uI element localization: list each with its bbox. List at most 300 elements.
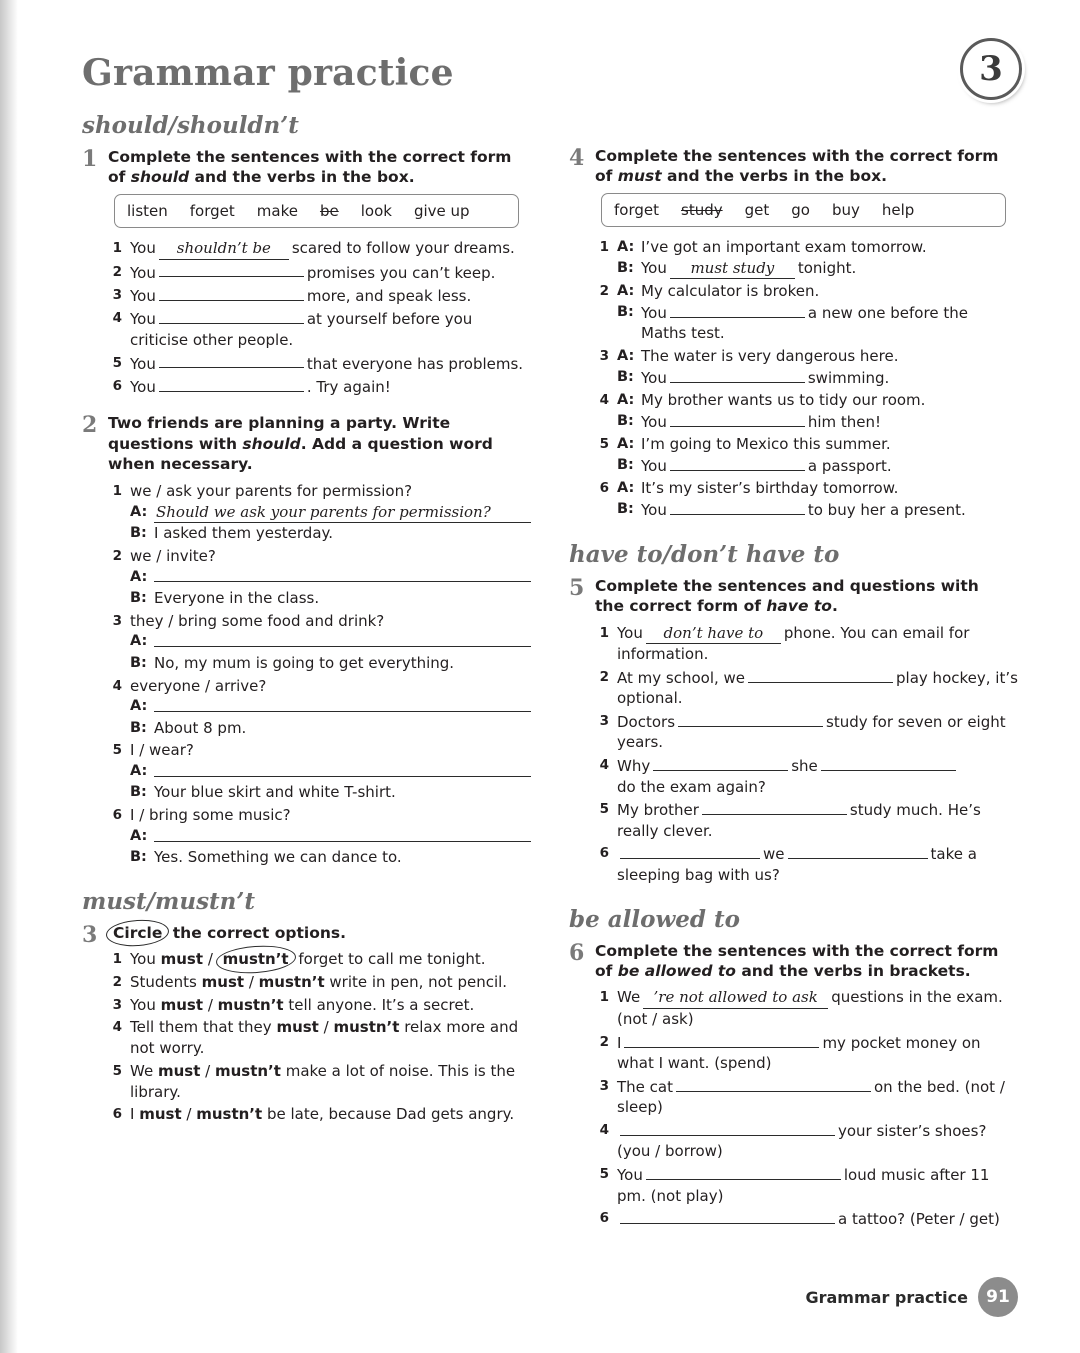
item-pre: Why <box>617 756 651 775</box>
item-number: 4 <box>112 677 122 694</box>
item-pre: You <box>130 995 161 1014</box>
speaker-label-a: A: <box>617 238 635 255</box>
item-pre: Doctors <box>617 712 676 731</box>
answer-line-b <box>130 847 531 868</box>
item-post: loud music after 11 pm. (not play) <box>617 1165 990 1205</box>
line-a <box>617 390 1018 411</box>
speaker-label-b: B: <box>130 784 147 801</box>
item-number: 4 <box>112 1019 122 1036</box>
word-box-item: make <box>256 201 298 220</box>
item-pre: You <box>130 377 156 396</box>
answer-pre: You <box>641 412 667 431</box>
line-a <box>617 237 1018 258</box>
speaker-text-a: It’s my sister’s birthday tomorrow. <box>641 479 899 498</box>
item-number: 3 <box>112 996 122 1013</box>
item-text <box>130 285 531 306</box>
item-pre: My brother <box>617 801 699 819</box>
word-box-item: buy <box>831 200 860 219</box>
answer-blank[interactable] <box>670 302 805 318</box>
item-text <box>130 995 531 1016</box>
word-box-item: give up <box>413 201 470 220</box>
option-2-selected[interactable]: mustn’t <box>218 949 294 970</box>
item-text <box>130 353 531 374</box>
answer-blank[interactable] <box>154 631 531 647</box>
option-separator: / <box>244 973 259 992</box>
item-text <box>617 434 1018 476</box>
item-text <box>617 346 1018 388</box>
item-text <box>617 987 1018 1029</box>
speaker-text-b: About 8 pm. <box>154 718 247 737</box>
list-item <box>108 481 531 544</box>
item-number: 1 <box>112 482 122 499</box>
item-post: take a sleeping bag with us? <box>617 845 977 884</box>
answer-post: swimming. <box>807 368 890 387</box>
speaker-label-a: A: <box>130 633 148 650</box>
item-number: 5 <box>599 1166 609 1183</box>
rubric-line-1: Complete the sentences and questions with <box>595 576 979 595</box>
list-item <box>595 799 1018 841</box>
item-prompt: they / bring some food and drink? <box>130 611 385 630</box>
exercise-rubric <box>108 923 531 943</box>
answer-blank[interactable] <box>670 499 805 515</box>
rubric-keyword: should <box>130 168 190 187</box>
line-b <box>617 499 1018 520</box>
item-number: 3 <box>599 1077 609 1094</box>
item-number: 6 <box>112 1106 122 1123</box>
speaker-text-b: Yes. Something we can dance to. <box>154 848 402 867</box>
item-text <box>617 237 1018 279</box>
answer-blank[interactable] <box>624 1032 819 1048</box>
speaker-label-a: A: <box>130 827 148 844</box>
word-box-item: get <box>744 200 770 219</box>
list-item <box>595 1120 1018 1162</box>
line-b <box>617 367 1018 388</box>
option-separator: / <box>203 995 218 1014</box>
item-number: 2 <box>112 974 122 991</box>
item-number: 4 <box>599 392 609 409</box>
list-item <box>108 376 531 397</box>
exercise-number: 1 <box>82 146 98 172</box>
answer-blank[interactable] <box>159 262 304 278</box>
item-post: that everyone has problems. <box>306 354 524 373</box>
unit-badge: 3 <box>960 38 1022 100</box>
section-heading-have-to: have to/don’t have to <box>569 540 840 568</box>
option-1[interactable]: must <box>139 1105 182 1124</box>
rubric-line-1: Two friends are planning a party. Write <box>108 414 451 433</box>
item-number: 5 <box>599 436 609 453</box>
exercise-4-items <box>595 237 1018 521</box>
speaker-label-b: B: <box>617 259 634 276</box>
rubric-line-2b: . Add a question word <box>300 434 493 453</box>
item-number: 6 <box>599 845 609 862</box>
item-text <box>617 1208 1018 1229</box>
exercise-6-items <box>595 987 1018 1229</box>
exercise-number: 4 <box>569 145 585 171</box>
list-item <box>108 740 531 803</box>
item-number: 1 <box>112 951 122 968</box>
item-number: 3 <box>599 348 609 365</box>
answer-blank[interactable] <box>646 1164 841 1180</box>
line-b <box>617 411 1018 432</box>
item-number: 6 <box>599 480 609 497</box>
speaker-text-a: I’m going to Mexico this summer. <box>641 435 891 454</box>
item-pre: I <box>617 1033 622 1052</box>
speaker-text-a: I’ve got an important exam tomorrow. <box>641 237 927 256</box>
item-mid: she <box>791 756 818 775</box>
item-text <box>130 972 531 993</box>
option-1[interactable]: must <box>160 995 204 1014</box>
option-2[interactable]: mustn’t <box>258 973 325 992</box>
line-a <box>617 478 1018 499</box>
option-2[interactable]: mustn’t <box>196 1105 263 1124</box>
answer-blank[interactable] <box>159 308 304 324</box>
speaker-text-b: No, my mum is going to get everything. <box>154 653 455 672</box>
option-1[interactable]: must <box>276 1018 319 1037</box>
exercise-6 <box>569 941 1018 1232</box>
answer-blank[interactable] <box>620 843 760 859</box>
item-text <box>130 949 531 970</box>
answer-post: a new one before the Maths test. <box>641 303 968 343</box>
right-column <box>569 110 1018 1246</box>
rubric-line-2b: and the verbs in the box. <box>189 168 415 187</box>
item-text <box>617 799 1018 841</box>
option-separator: / <box>318 1018 334 1037</box>
item-post: more, and speak less. <box>306 286 472 305</box>
answer-blank[interactable] <box>159 285 304 301</box>
list-item <box>595 667 1018 709</box>
option-separator: / <box>203 950 218 969</box>
page-number-badge: 91 <box>978 1277 1018 1317</box>
answer-blank[interactable] <box>653 755 788 771</box>
item-prompt: I / bring some music? <box>130 806 291 825</box>
item-prompt: I / wear? <box>130 741 194 760</box>
section-heading-should: should/shouldn’t <box>82 112 299 139</box>
answer-line-b <box>130 653 531 674</box>
speaker-label-b: B: <box>130 719 147 736</box>
two-column-layout <box>82 110 1018 1246</box>
option-2[interactable]: mustn’t <box>214 1061 281 1080</box>
answer-blank-2[interactable] <box>788 843 928 859</box>
page-footer <box>805 1277 1018 1317</box>
item-post: at yourself before you criticise other people. <box>130 310 473 349</box>
answer-line-b <box>130 782 531 803</box>
circle-instruction-word: Circle <box>108 923 167 943</box>
item-post: tell anyone. It’s a secret. <box>283 995 475 1014</box>
speaker-label-b: B: <box>617 303 634 320</box>
item-number: 5 <box>599 801 609 818</box>
answer-blank[interactable] <box>702 799 847 815</box>
answer-post: him then! <box>807 412 882 431</box>
option-separator: / <box>181 1105 197 1124</box>
option-1[interactable]: must <box>201 973 245 992</box>
item-text <box>617 1032 1018 1074</box>
page-gutter-shadow <box>0 0 18 1353</box>
item-pre: You <box>130 286 156 305</box>
exercise-2 <box>82 413 531 869</box>
answer-line-a <box>130 826 531 847</box>
item-pre: I <box>130 1105 140 1124</box>
answer-blank[interactable] <box>154 826 531 842</box>
answer-blank[interactable] <box>620 1208 835 1224</box>
speaker-text-b: I asked them yesterday. <box>154 524 334 543</box>
item-post: write in pen, not pencil. <box>324 973 508 992</box>
item-number: 5 <box>112 354 122 371</box>
answer-blank[interactable] <box>748 667 893 683</box>
page-title: Grammar practice <box>82 52 454 94</box>
item-number: 1 <box>112 239 122 256</box>
item-pre: At my school, we <box>617 668 746 687</box>
rubric-line-1: Complete the sentences with the correct form <box>108 148 512 166</box>
exercise-number: 6 <box>569 939 585 966</box>
item-prompt: we / invite? <box>130 546 216 565</box>
list-item <box>595 623 1018 665</box>
item-text <box>130 676 531 739</box>
item-mid: we <box>763 845 785 864</box>
item-post: be late, because Dad gets angry. <box>262 1105 515 1124</box>
item-number: 2 <box>112 263 122 280</box>
item-pre: You <box>130 950 161 969</box>
item-pre: You <box>130 310 156 329</box>
exercise-5 <box>569 576 1018 888</box>
answer-pre: You <box>641 303 667 322</box>
speaker-label-a: A: <box>617 392 635 409</box>
speaker-label-a: A: <box>617 480 635 497</box>
rubric-line-2a: of <box>108 168 131 187</box>
item-post: promises you can’t keep. <box>306 263 496 282</box>
item-number: 1 <box>599 989 609 1006</box>
speaker-label-a: A: <box>130 503 148 520</box>
rubric-line-2a: questions with <box>108 434 243 453</box>
answer-blank[interactable] <box>678 711 823 727</box>
item-text <box>617 478 1018 520</box>
rubric-keyword: have to <box>766 597 832 616</box>
list-item <box>108 805 531 868</box>
answer-line-b <box>130 523 531 544</box>
item-pre: The cat <box>617 1077 673 1096</box>
list-item <box>108 972 531 993</box>
item-prompt: everyone / arrive? <box>130 676 267 695</box>
line-a <box>617 346 1018 367</box>
word-box-item: listen <box>127 201 168 220</box>
option-1[interactable]: must <box>157 1061 201 1080</box>
list-item <box>595 434 1018 476</box>
speaker-text-a: My brother wants us to tidy our room. <box>641 391 926 410</box>
line-b <box>617 302 1018 344</box>
left-column <box>82 110 531 1246</box>
answer-pre: You <box>641 456 667 475</box>
item-text <box>617 281 1018 344</box>
list-item <box>595 1076 1018 1118</box>
item-post: questions in the exam. (not / ask) <box>617 988 1003 1029</box>
list-item <box>595 755 1018 797</box>
speaker-label-a: A: <box>617 436 635 453</box>
item-pre: We <box>617 988 641 1007</box>
list-item <box>595 843 1018 885</box>
speaker-label-b: B: <box>617 457 634 474</box>
speaker-label-b: B: <box>130 525 147 542</box>
word-box-item-struck: be <box>319 201 339 220</box>
item-post: relax more and not worry. <box>130 1018 519 1058</box>
answer-line-a <box>130 502 531 524</box>
item-post: phone. You can email for information. <box>617 623 970 664</box>
item-number: 6 <box>599 1210 609 1227</box>
answer-blank[interactable]: Should we ask your parents for permission? <box>154 502 531 524</box>
section-heading-be-allowed-to: be allowed to <box>569 905 740 933</box>
word-box-item-struck: study <box>681 200 723 219</box>
answer-blank[interactable] <box>670 411 805 427</box>
exercise-number: 3 <box>82 921 98 948</box>
item-number: 4 <box>599 757 609 774</box>
list-item <box>108 308 531 350</box>
answer-line-b <box>130 588 531 609</box>
list-item <box>595 1032 1018 1074</box>
answer-blank[interactable]: shouldn’t be <box>159 238 289 260</box>
rubric-line-2b: . <box>831 597 838 616</box>
item-text <box>130 611 531 674</box>
answer-blank[interactable] <box>154 567 531 583</box>
speaker-label-b: B: <box>617 501 634 518</box>
answer-blank[interactable] <box>159 376 304 392</box>
speaker-label-b: B: <box>617 368 634 385</box>
exercise-2-items <box>108 481 531 868</box>
list-item <box>108 353 531 374</box>
item-pre: You <box>130 354 156 373</box>
section-heading-must: must/mustn’t <box>82 887 256 915</box>
answer-blank[interactable] <box>670 455 805 471</box>
list-item <box>108 611 531 674</box>
rubric-keyword: should <box>242 434 301 453</box>
answer-line-a <box>130 761 531 782</box>
list-item <box>108 676 531 739</box>
item-text <box>130 481 531 544</box>
item-text <box>617 755 1018 797</box>
item-number: 6 <box>112 378 122 395</box>
item-text <box>617 711 1018 753</box>
item-text <box>130 262 531 283</box>
speaker-text-b: Your blue skirt and white T-shirt. <box>154 783 396 802</box>
answer-blank[interactable] <box>670 367 805 383</box>
list-item <box>595 1208 1018 1229</box>
item-post: do the exam again? <box>617 777 766 796</box>
item-pre: We <box>130 1061 158 1080</box>
answer-blank[interactable] <box>154 696 531 712</box>
option-1[interactable]: must <box>160 950 204 969</box>
item-text <box>617 843 1018 885</box>
word-box-item: go <box>791 200 810 219</box>
speaker-label-b: B: <box>130 654 147 671</box>
item-post: a tattoo? (Peter / get) <box>838 1210 1000 1229</box>
item-text <box>617 1164 1018 1206</box>
item-number: 2 <box>599 668 609 685</box>
answer-blank[interactable] <box>154 761 531 777</box>
item-pre: You <box>617 623 643 642</box>
speaker-text-a: My calculator is broken. <box>641 282 820 301</box>
list-item <box>108 546 531 609</box>
exercise-1-items <box>108 238 531 398</box>
answer-post: tonight. <box>797 258 857 277</box>
speaker-text-b: Everyone in the class. <box>154 589 320 608</box>
exercise-1 <box>82 147 531 399</box>
rubric-keyword: must <box>617 167 662 186</box>
speaker-label-b: B: <box>130 590 147 607</box>
list-item <box>595 390 1018 432</box>
exercise-4 <box>569 146 1018 523</box>
footer-label: Grammar practice <box>805 1287 968 1307</box>
item-number: 1 <box>599 624 609 641</box>
list-item <box>108 949 531 970</box>
item-text <box>617 1120 1018 1162</box>
list-item <box>108 285 531 306</box>
item-text <box>130 805 531 868</box>
rubric-line-1: Complete the sentences with the correct form <box>595 941 999 960</box>
exercise-3 <box>82 923 531 1127</box>
answer-blank[interactable] <box>676 1076 871 1092</box>
line-b <box>617 258 1018 280</box>
rubric-line-2b: and the verbs in brackets. <box>735 961 971 980</box>
item-pre: You <box>130 238 156 257</box>
list-item <box>108 1061 531 1102</box>
list-item <box>108 238 531 260</box>
line-a <box>617 434 1018 455</box>
item-number: 3 <box>599 713 609 729</box>
answer-blank[interactable] <box>159 353 304 369</box>
answer-blank-2[interactable] <box>821 755 956 771</box>
item-text <box>130 308 531 350</box>
item-number: 2 <box>599 1033 609 1050</box>
option-2[interactable]: mustn’t <box>333 1018 400 1037</box>
line-a <box>617 281 1018 302</box>
item-text <box>130 546 531 609</box>
item-number: 2 <box>599 283 609 300</box>
rubric-line-2b: and the verbs in the box. <box>661 167 888 186</box>
exercise-rubric <box>595 576 1018 617</box>
item-prompt: we / ask your parents for permission? <box>130 481 413 500</box>
item-post: play hockey, it’s optional. <box>617 668 1018 708</box>
item-number: 6 <box>112 807 122 824</box>
word-box-item: forget <box>189 201 235 220</box>
answer-blank[interactable] <box>620 1120 835 1136</box>
item-post: forget to call me tonight. <box>293 950 486 969</box>
item-number: 4 <box>112 310 122 327</box>
list-item <box>595 1164 1018 1206</box>
rubric-keyword: be allowed to <box>617 961 736 980</box>
answer-blank[interactable]: must study <box>670 258 795 280</box>
item-number: 5 <box>112 742 122 759</box>
item-text <box>617 623 1018 665</box>
exercise-rubric <box>108 413 531 474</box>
item-pre: Students <box>130 973 202 992</box>
rubric-rest: the correct options. <box>167 923 347 942</box>
list-item <box>595 478 1018 520</box>
option-2[interactable]: mustn’t <box>217 995 284 1014</box>
exercise-number: 5 <box>569 574 585 601</box>
item-number: 2 <box>112 547 122 564</box>
item-number: 4 <box>599 1122 609 1139</box>
list-item <box>595 711 1018 753</box>
speaker-label-a: A: <box>617 348 635 365</box>
item-pre: Tell them that they <box>130 1018 277 1037</box>
answer-blank[interactable]: don’t have to <box>646 623 781 645</box>
item-text <box>130 1104 531 1125</box>
word-box-item: forget <box>614 200 659 219</box>
rubric-line-2a: of <box>595 167 618 186</box>
speaker-label-a: A: <box>130 698 148 715</box>
rubric-line-3: when necessary. <box>108 455 253 474</box>
item-number: 5 <box>112 1062 122 1079</box>
item-post: study for seven or eight years. <box>617 712 1006 752</box>
answer-blank[interactable]: ’re not allowed to ask <box>643 987 828 1009</box>
line-b <box>617 455 1018 476</box>
